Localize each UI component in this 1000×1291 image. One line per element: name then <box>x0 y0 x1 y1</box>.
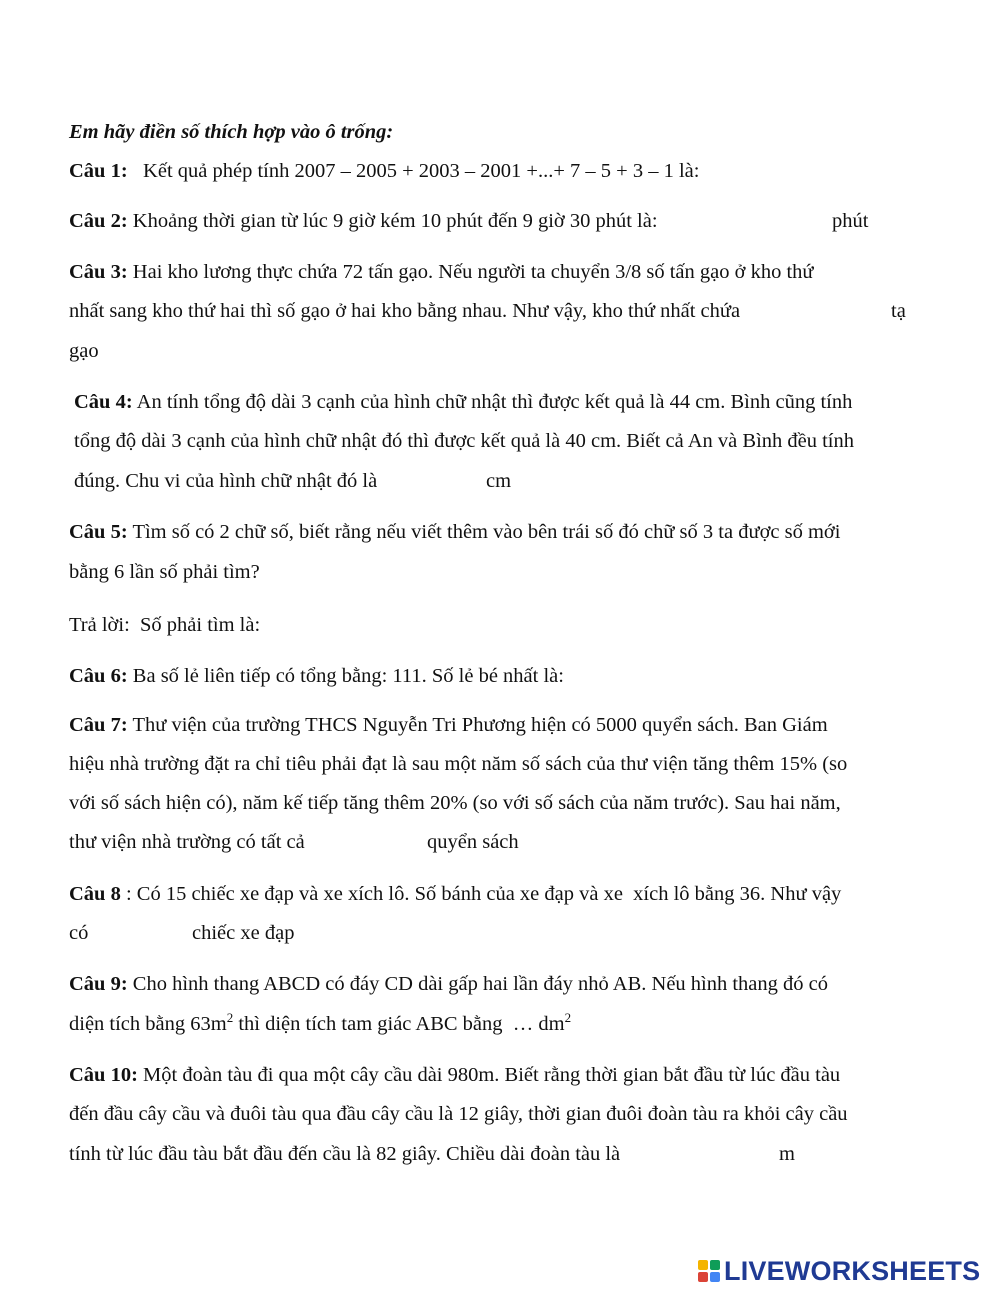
answer-blank-6[interactable] <box>564 661 686 687</box>
question-label: Câu 1: <box>69 160 128 182</box>
question-text: thư viện nhà trường có tất cả <box>69 831 305 853</box>
question-text: Thư viện của trường THCS Nguyễn Tri Phương hiện có 5000 quyển sách. Ban Giám <box>132 714 828 736</box>
question-1 <box>69 156 831 184</box>
question-text: Một đoàn tàu đi qua một cây cầu dài 980m. Biết rằng thời gian bắt đầu từ lúc đầu tàu <box>143 1064 841 1086</box>
question-7 <box>69 712 828 738</box>
question-label: Câu 3: <box>69 261 128 283</box>
question-label: Câu 7: <box>69 714 128 736</box>
question-text: hiệu nhà trường đặt ra chỉ tiêu phải đạt là sau một năm số sách của thư viện tăng thêm 15% (so <box>69 753 848 775</box>
answer-line <box>69 610 382 638</box>
question-text: đến đầu cây cầu và đuôi tàu qua đầu cây cầu là 12 giây, thời gian đuôi đoàn tàu ra khỏi cây cầu <box>69 1103 848 1125</box>
question-text: Kết quả phép tính 2007 – 2005 + 2003 – 2001 +...+ 7 – 5 + 3 – 1 là: <box>143 160 700 182</box>
question-5 <box>69 519 840 545</box>
question-text: : Có 15 chiếc xe đạp và xe xích lô. Số bánh của xe đạp và xe xích lô bằng 36. Như vậy <box>125 883 842 905</box>
question-2 <box>69 208 658 234</box>
question-label: Câu 2: <box>69 210 128 232</box>
question-label: Câu 9: <box>69 973 128 995</box>
question-10 <box>69 1062 840 1088</box>
unit-label: m <box>779 1143 795 1165</box>
answer-prompt: Trả lời: Số phải tìm là: <box>69 614 261 636</box>
answer-blank-7[interactable] <box>336 829 422 855</box>
question-text: tổng độ dài 3 cạnh của hình chữ nhật đó thì được kết quả là 40 cm. Biết cả An và Bình đều tính <box>74 430 855 452</box>
question-text: Tìm số có 2 chữ số, biết rằng nếu viết thêm vào bên trái số đó chữ số 3 ta được số mới <box>132 521 841 543</box>
answer-blank-5[interactable] <box>260 610 382 636</box>
question-text: bằng 6 lần số phải tìm? <box>69 561 260 583</box>
question-text: An tính tổng độ dài 3 cạnh của hình chữ nhật thì được kết quả là 44 cm. Bình cũng tính <box>136 391 853 413</box>
answer-blank-3[interactable] <box>822 298 886 324</box>
superscript: 2 <box>564 1010 572 1025</box>
question-text: Cho hình thang ABCD có đáy CD dài gấp hai lần đáy nhỏ AB. Nếu hình thang đó có <box>132 973 829 995</box>
unit-label: chiếc xe đạp <box>192 922 295 944</box>
unit-label: quyển sách <box>427 831 519 853</box>
question-text: thì diện tích tam giác ABC bằng … dm <box>238 1013 565 1035</box>
question-6 <box>69 661 686 689</box>
question-text: đúng. Chu vi của hình chữ nhật đó là <box>74 470 378 492</box>
question-label: Câu 8 <box>69 883 121 905</box>
question-9 <box>69 971 828 997</box>
question-text: diện tích bằng 63m <box>69 1013 227 1035</box>
answer-blank-4[interactable] <box>414 468 482 494</box>
answer-blank-8[interactable] <box>96 920 188 946</box>
question-3 <box>69 259 814 285</box>
question-text: Hai kho lương thực chứa 72 tấn gạo. Nếu người ta chuyển 3/8 số tấn gạo ở kho thứ <box>132 261 814 283</box>
liveworksheets-logo <box>698 1255 980 1287</box>
answer-blank-10[interactable] <box>690 1141 774 1167</box>
question-text-area <box>69 1011 571 1037</box>
logo-blocks-icon <box>698 1260 720 1282</box>
unit-label: tạ <box>891 300 906 322</box>
question-text: tính từ lúc đầu tàu bắt đầu đến cầu là 82 giây. Chiều dài đoàn tàu là <box>69 1143 621 1165</box>
answer-blank-2[interactable] <box>730 208 827 234</box>
unit-label: cm <box>486 470 512 492</box>
unit-label: phút <box>832 210 869 232</box>
question-8 <box>69 881 841 907</box>
question-label: Câu 6: <box>69 665 128 687</box>
superscript: 2 <box>226 1010 234 1025</box>
question-label: Câu 5: <box>69 521 128 543</box>
question-label: Câu 4: <box>74 391 133 413</box>
instruction: Em hãy điền số thích hợp vào ô trống: <box>69 121 394 143</box>
question-text: có <box>69 922 89 944</box>
question-text: Ba số lẻ liên tiếp có tổng bằng: 111. Số lẻ bé nhất là: <box>132 665 564 687</box>
question-text: Khoảng thời gian từ lúc 9 giờ kém 10 phút đến 9 giờ 30 phút là: <box>132 210 658 232</box>
logo-text: LIVEWORKSHEETS <box>724 1255 981 1286</box>
answer-blank-1[interactable] <box>699 156 831 182</box>
question-text: với số sách hiện có), năm kế tiếp tăng thêm 20% (so với số sách của năm trước). Sau hai năm, <box>69 792 841 814</box>
question-text: gạo <box>69 340 99 362</box>
question-4 <box>74 389 852 415</box>
question-label: Câu 10: <box>69 1064 138 1086</box>
question-text: nhất sang kho thứ hai thì số gạo ở hai kho bằng nhau. Như vậy, kho thứ nhất chứa <box>69 300 741 322</box>
